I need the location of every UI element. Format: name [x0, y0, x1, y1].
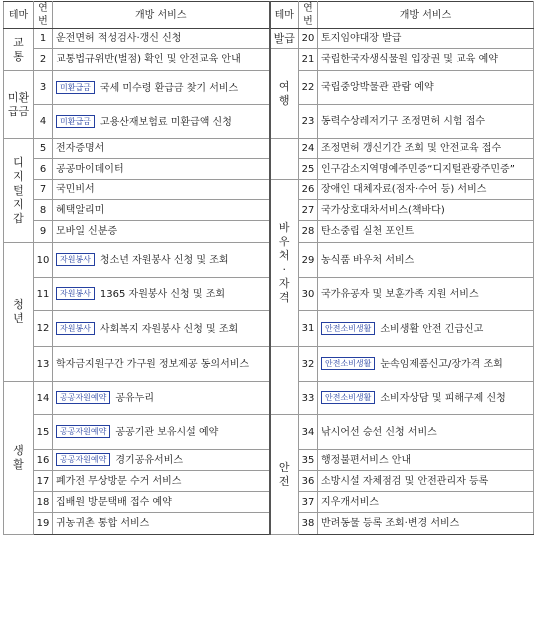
service-cell-left: [53, 278, 270, 311]
service-name: 동력수상레저기구 조정면허 시험 접수: [321, 116, 486, 127]
service-name: 국가유공자 및 보훈가족 지원 서비스: [321, 288, 479, 300]
service-name: 전자증명서: [56, 143, 105, 154]
row-number-left: 5: [34, 139, 53, 159]
header-service-left: 개방 서비스: [53, 2, 270, 29]
service-cell-left: [53, 471, 270, 492]
service-name: 국가상호대차서비스(책바다): [321, 204, 445, 216]
service-name: 학자금지원구간 가구원 정보제공 동의서비스: [56, 358, 250, 370]
row-number-right: 28: [299, 221, 318, 243]
header-service-right: 개방 서비스: [318, 2, 534, 29]
service-cell-left: [53, 105, 270, 139]
service-cell-left: [53, 492, 270, 513]
row-number-right: 35: [299, 450, 318, 471]
table-row: [4, 29, 534, 49]
service-cell-left: [53, 180, 270, 200]
service-cell-right: [318, 49, 534, 71]
row-number-left: 13: [34, 347, 53, 382]
service-name: 고용산재보험료 미환급액 신청: [99, 116, 232, 128]
service-cell-right: [318, 243, 534, 278]
service-cell-left: [53, 139, 270, 159]
table-row: [4, 311, 534, 347]
row-number-right: 34: [299, 415, 318, 450]
category-badge: 공공자원예약: [56, 391, 110, 404]
service-name: 혜택알리미: [56, 204, 105, 216]
service-cell-left: [53, 49, 270, 71]
table-row: [4, 278, 534, 311]
service-cell-right: [318, 347, 534, 382]
service-cell-left: [53, 243, 270, 278]
service-name: 공유누리: [115, 393, 155, 404]
row-number-left: 2: [34, 49, 53, 71]
row-number-left: 15: [34, 415, 53, 450]
service-name: 소방시설 자체점검 및 안전관리자 등록: [321, 475, 489, 487]
service-cell-right: [318, 382, 534, 415]
service-cell-left: [53, 159, 270, 180]
theme-cell-left: 미환 급금: [4, 71, 34, 139]
row-number-right: 23: [299, 105, 318, 139]
row-number-right: 32: [299, 347, 318, 382]
theme-cell-right: 안 전: [270, 415, 299, 535]
service-name: 낚시어선 승선 신청 서비스: [321, 426, 437, 438]
table-row: [4, 415, 534, 450]
row-number-left: 18: [34, 492, 53, 513]
table-row: [4, 243, 534, 278]
row-number-left: 6: [34, 159, 53, 180]
service-name: 소비생활 안전 긴급신고: [380, 323, 484, 335]
row-number-right: 21: [299, 49, 318, 71]
service-cell-left: [53, 513, 270, 535]
row-number-right: 31: [299, 311, 318, 347]
row-number-left: 7: [34, 180, 53, 200]
row-number-left: 1: [34, 29, 53, 49]
row-number-right: 37: [299, 492, 318, 513]
service-name: 폐가전 무상방문 수거 서비스: [56, 475, 182, 487]
row-number-right: 33: [299, 382, 318, 415]
service-name: 국립한국자생식물원 입장권 및 교육 예약: [321, 54, 498, 65]
row-number-left: 8: [34, 200, 53, 221]
table-row: [4, 471, 534, 492]
table-row: [4, 221, 534, 243]
row-number-left: 14: [34, 382, 53, 415]
service-cell-left: [53, 71, 270, 105]
row-number-left: 10: [34, 243, 53, 278]
row-number-right: 24: [299, 139, 318, 159]
service-name: 공공마이데이터: [56, 163, 124, 175]
service-cell-left: [53, 311, 270, 347]
table-row: [4, 180, 534, 200]
open-services-table: [3, 1, 534, 535]
service-cell-right: [318, 200, 534, 221]
row-number-right: 38: [299, 513, 318, 535]
table-row: [4, 450, 534, 471]
table-row: [4, 382, 534, 415]
row-number-right: 22: [299, 71, 318, 105]
service-name: 지우개서비스: [321, 496, 379, 508]
service-name: 1365 자원봉사 신청 및 조회: [99, 289, 226, 300]
service-name: 행정불편서비스 안내: [321, 454, 412, 466]
header-num-right: 연번: [299, 2, 318, 29]
service-cell-right: [318, 513, 534, 535]
category-badge: 안전소비생활: [321, 357, 375, 370]
row-number-right: 26: [299, 180, 318, 200]
header-num-left: 연번: [34, 2, 53, 29]
service-name: 눈속임제품신고/장가격 조회: [380, 359, 503, 370]
table-row: [4, 200, 534, 221]
service-name: 국민비서: [56, 184, 95, 195]
category-badge: 미환급금: [56, 81, 95, 94]
row-number-left: 4: [34, 105, 53, 139]
header-theme-left: 테마: [4, 2, 34, 29]
service-name: 장애인 대체자료(점자·수어 등) 서비스: [321, 184, 487, 195]
row-number-right: 27: [299, 200, 318, 221]
service-name: 인구감소지역명예주민증“디지털관광주민증”: [321, 163, 515, 175]
service-cell-left: [53, 415, 270, 450]
category-badge: 자원봉사: [56, 253, 95, 266]
row-number-left: 17: [34, 471, 53, 492]
category-badge: 안전소비생활: [321, 322, 375, 335]
table-row: [4, 159, 534, 180]
row-number-left: 9: [34, 221, 53, 243]
row-number-left: 3: [34, 71, 53, 105]
service-cell-left: [53, 29, 270, 49]
category-badge: 미환급금: [56, 115, 95, 128]
service-name: 농식품 바우처 서비스: [321, 254, 415, 266]
row-number-right: 29: [299, 243, 318, 278]
row-number-right: 20: [299, 29, 318, 49]
row-number-left: 19: [34, 513, 53, 535]
theme-cell-right: 발급: [270, 29, 299, 49]
table-row: [4, 513, 534, 535]
service-name: 공공기관 보유시설 예약: [115, 427, 219, 438]
category-badge: 안전소비생활: [321, 391, 375, 404]
service-cell-right: [318, 180, 534, 200]
row-number-left: 11: [34, 278, 53, 311]
service-name: 교통법규위반(벌점) 확인 및 안전교육 안내: [56, 54, 241, 65]
category-badge: 공공자원예약: [56, 425, 110, 438]
service-name: 모바일 신분증: [56, 226, 118, 237]
service-cell-right: [318, 311, 534, 347]
service-cell-right: [318, 471, 534, 492]
service-cell-right: [318, 139, 534, 159]
service-name: 사회복지 자원봉사 신청 및 조회: [99, 323, 239, 335]
theme-cell-left: 청 년: [4, 243, 34, 382]
service-cell-left: [53, 200, 270, 221]
table-row: [4, 71, 534, 105]
table-row: [4, 139, 534, 159]
header-theme-right: 테마: [270, 2, 299, 29]
service-cell-right: [318, 29, 534, 49]
theme-cell-left: 디 지 털 지 갑: [4, 139, 34, 243]
theme-cell-left: 생 활: [4, 382, 34, 535]
service-name: 집배원 방문택배 접수 예약: [56, 496, 172, 508]
service-cell-left: [53, 382, 270, 415]
row-number-right: 25: [299, 159, 318, 180]
service-name: 귀농귀촌 통합 서비스: [56, 518, 150, 529]
service-cell-right: [318, 492, 534, 513]
service-cell-right: [318, 450, 534, 471]
service-name: 국세 미수령 환급금 찾기 서비스: [99, 82, 239, 94]
service-cell-right: [318, 105, 534, 139]
service-cell-left: [53, 347, 270, 382]
service-cell-right: [318, 71, 534, 105]
category-badge: 공공자원예약: [56, 453, 110, 466]
row-number-left: 12: [34, 311, 53, 347]
service-name: 탄소중립 실천 포인트: [321, 226, 415, 237]
table-row: [4, 347, 534, 382]
service-name: 운전면허 적성검사·갱신 신청: [56, 33, 182, 44]
category-badge: 자원봉사: [56, 322, 95, 335]
row-number-right: 30: [299, 278, 318, 311]
theme-cell-right: 여 행: [270, 49, 299, 139]
theme-cell-right: 바 우 처 · 자 격: [270, 180, 299, 347]
table-body: [4, 29, 534, 535]
row-number-left: 16: [34, 450, 53, 471]
service-cell-right: [318, 159, 534, 180]
service-name: 반려동물 등록 조회·변경 서비스: [321, 518, 460, 529]
service-name: 소비자상담 및 피해구제 신청: [380, 393, 506, 404]
header-row: [4, 2, 534, 29]
row-number-right: 36: [299, 471, 318, 492]
category-badge: 자원봉사: [56, 287, 95, 300]
table-row: [4, 49, 534, 71]
service-name: 국립중앙박물관 관람 예약: [321, 82, 434, 93]
service-name: 청소년 자원봉사 신청 및 조회: [99, 255, 229, 266]
service-name: 경기공유서비스: [115, 455, 183, 466]
table-row: [4, 492, 534, 513]
service-cell-right: [318, 221, 534, 243]
table-row: [4, 105, 534, 139]
service-name: 조정면허 갱신기간 조회 및 안전교육 접수: [321, 143, 502, 154]
theme-cell-right: [270, 139, 299, 180]
theme-cell-left: 교 통: [4, 29, 34, 71]
theme-cell-right: [270, 347, 299, 415]
service-name: 토지임야대장 발급: [321, 33, 402, 44]
service-cell-right: [318, 415, 534, 450]
service-cell-left: [53, 450, 270, 471]
service-cell-right: [318, 278, 534, 311]
service-cell-left: [53, 221, 270, 243]
